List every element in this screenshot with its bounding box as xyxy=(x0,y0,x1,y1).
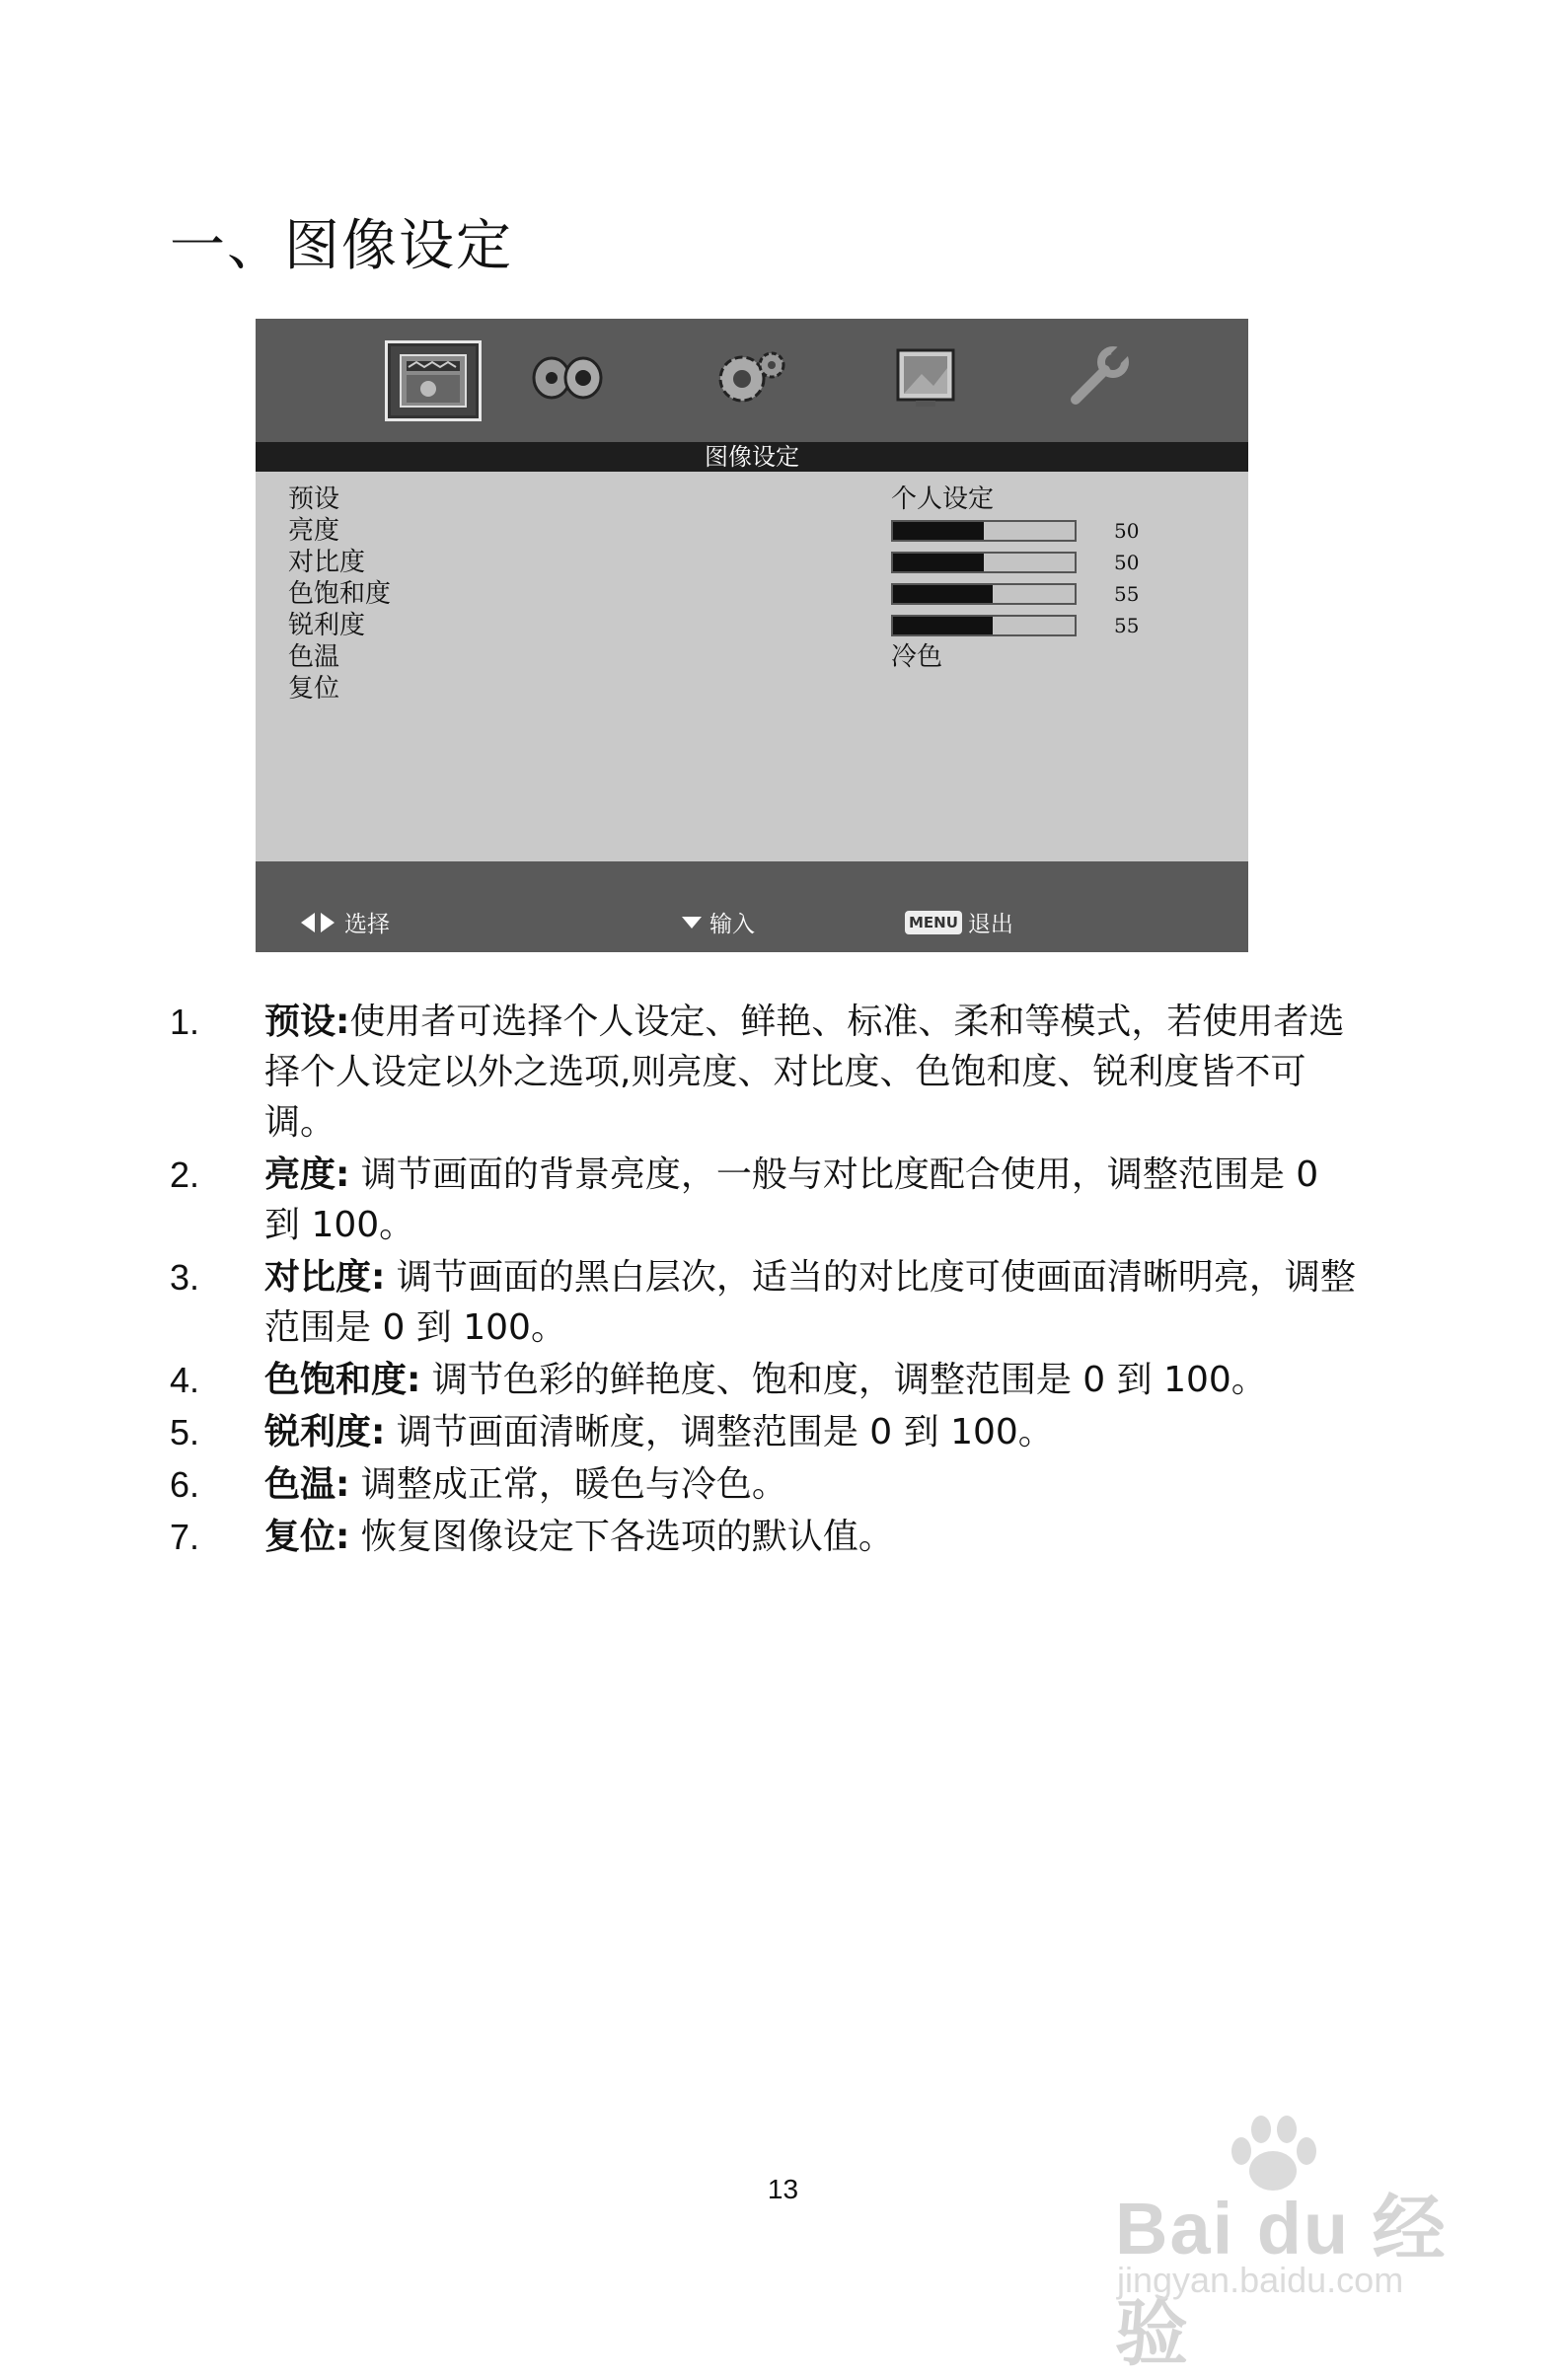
osd-icon-row xyxy=(256,319,1248,442)
slider-fill xyxy=(893,585,993,603)
item-number: 5. xyxy=(170,1412,200,1452)
item-number: 4. xyxy=(170,1360,200,1400)
settings-gear-icon[interactable] xyxy=(702,340,792,415)
page-heading: 一、图像设定 xyxy=(170,214,513,278)
label-color-temp[interactable]: 色温 xyxy=(288,642,340,672)
label-brightness[interactable]: 亮度 xyxy=(288,516,340,546)
slider-fill xyxy=(893,522,984,540)
contrast-slider[interactable] xyxy=(891,552,1077,573)
sound-icon[interactable] xyxy=(522,340,613,415)
menu-key-icon: MENU xyxy=(905,911,962,934)
osd-settings-panel xyxy=(256,472,1248,861)
list-item xyxy=(170,1150,1364,1250)
item-number: 6. xyxy=(170,1464,200,1505)
brightness-slider[interactable] xyxy=(891,520,1077,542)
footer-exit-hint xyxy=(905,906,1013,938)
footer-select-label: 选择 xyxy=(344,912,390,937)
item-term: 复位: xyxy=(264,1517,350,1557)
item-term: 色温: xyxy=(264,1464,350,1505)
item-term: 预设: xyxy=(264,1002,350,1042)
down-arrow-icon xyxy=(680,915,704,930)
color-temp-value[interactable]: 冷色 xyxy=(891,642,943,672)
item-text: 调节画面清晰度，调整范围是 0 到 100。 xyxy=(385,1412,1054,1452)
saturation-slider[interactable] xyxy=(891,583,1077,605)
contrast-value: 50 xyxy=(1114,551,1140,574)
item-text: 调节画面的黑白层次，适当的对比度可使画面清晰明亮，调整范围是 0 到 100。 xyxy=(264,1257,1356,1348)
brightness-value: 50 xyxy=(1114,519,1140,543)
list-item xyxy=(170,1459,1364,1510)
slider-fill xyxy=(893,617,993,634)
slider-fill xyxy=(893,554,984,571)
item-number: 1. xyxy=(170,1002,200,1042)
watermark-brand: Bai du 经验 xyxy=(1115,2188,1448,2374)
watermark-url: jingyan.baidu.com xyxy=(1117,2260,1404,2300)
sharpness-slider[interactable] xyxy=(891,615,1077,636)
saturation-value: 55 xyxy=(1114,582,1140,606)
wrench-icon[interactable] xyxy=(1055,340,1146,415)
page-number: 13 xyxy=(767,2174,799,2204)
osd-footer xyxy=(256,861,1248,952)
item-text: 调整成正常，暖色与冷色。 xyxy=(349,1464,787,1505)
item-text: 调节色彩的鲜艳度、饱和度，调整范围是 0 到 100。 xyxy=(420,1360,1267,1400)
picture-icon[interactable] xyxy=(385,340,482,421)
label-saturation[interactable]: 色饱和度 xyxy=(288,579,392,609)
item-number: 2. xyxy=(170,1154,200,1195)
item-term: 对比度: xyxy=(264,1257,386,1298)
footer-enter-hint xyxy=(680,906,755,938)
list-item xyxy=(170,997,1364,1148)
left-right-arrows-icon xyxy=(297,911,338,934)
description-list xyxy=(170,997,1364,1564)
list-item xyxy=(170,1512,1364,1562)
item-text: 调节画面的背景亮度，一般与对比度配合使用，调整范围是 0 到 100。 xyxy=(264,1154,1319,1245)
list-item xyxy=(170,1252,1364,1353)
list-item xyxy=(170,1407,1364,1457)
osd-values xyxy=(891,483,1227,673)
item-term: 亮度: xyxy=(264,1154,350,1195)
preset-value[interactable]: 个人设定 xyxy=(891,484,995,514)
label-contrast[interactable]: 对比度 xyxy=(288,548,366,577)
item-term: 色饱和度: xyxy=(264,1360,421,1400)
osd-labels xyxy=(288,483,391,705)
baidu-watermark xyxy=(1105,2112,1520,2374)
label-sharpness[interactable]: 锐利度 xyxy=(288,611,366,640)
osd-menu-screenshot xyxy=(256,319,1248,952)
item-text: 恢复图像设定下各选项的默认值。 xyxy=(349,1517,894,1557)
label-preset[interactable]: 预设 xyxy=(288,484,340,514)
screen-icon[interactable] xyxy=(881,340,972,415)
osd-title: 图像设定 xyxy=(256,442,1248,472)
footer-exit-label: 退出 xyxy=(967,912,1013,937)
list-item xyxy=(170,1355,1364,1405)
item-term: 锐利度: xyxy=(264,1412,386,1452)
footer-select-hint xyxy=(297,906,390,938)
footer-enter-label: 输入 xyxy=(709,912,755,937)
item-text: 使用者可选择个人设定、鲜艳、标准、柔和等模式，若使用者选择个人设定以外之选项,则亮度、对比度、色饱和度、锐利度皆不可调。 xyxy=(264,1002,1345,1143)
item-number: 3. xyxy=(170,1257,200,1298)
item-number: 7. xyxy=(170,1517,200,1557)
label-reset[interactable]: 复位 xyxy=(288,674,340,704)
sharpness-value: 55 xyxy=(1114,614,1140,637)
